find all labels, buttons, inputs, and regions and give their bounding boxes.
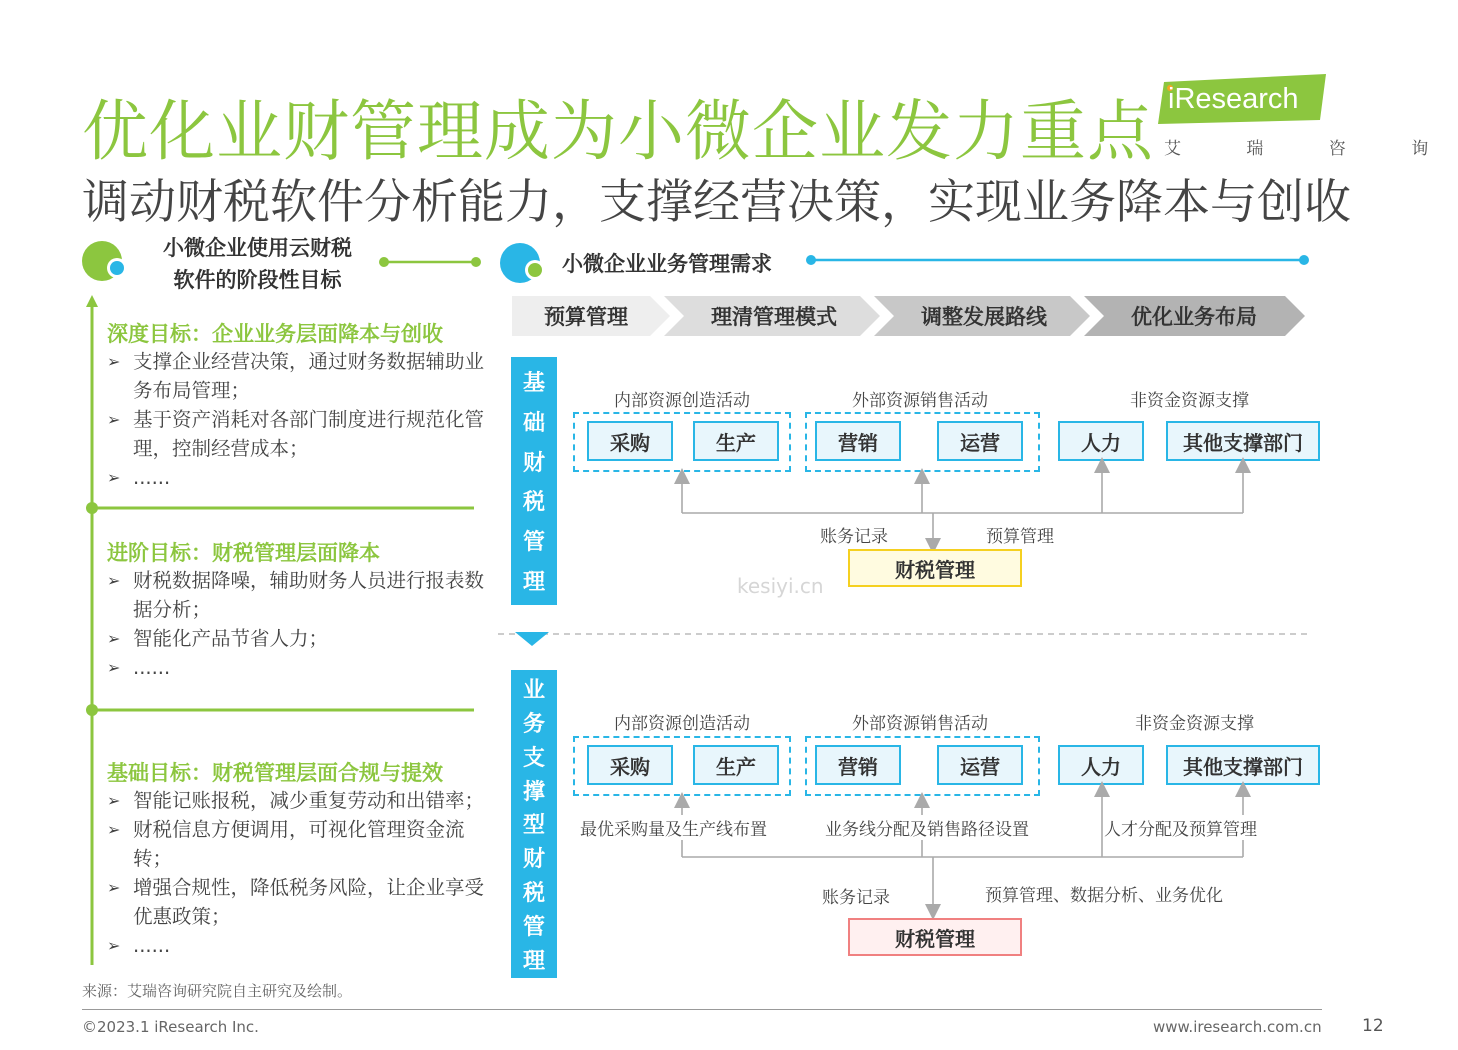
bottom-box-purchase: 采购 [587, 745, 673, 785]
goal-advanced-title: 进阶目标：财税管理层面降本 [107, 541, 380, 565]
bottom-box-support: 其他支撑部门 [1166, 745, 1320, 785]
bottom-box-marketing: 营销 [815, 745, 901, 785]
goal-deep-title: 深度目标：企业业务层面降本与创收 [107, 322, 443, 346]
top-center-finance: 财税管理 [848, 549, 1022, 587]
list-item: ➢ 财税信息方便调用，可视化管理资金流转； [107, 815, 502, 873]
list-item: ➢ ...... [107, 931, 502, 960]
right-bubble-icon [498, 240, 550, 286]
goal-basic-title: 基础目标：财税管理层面合规与提效 [107, 761, 443, 785]
footer-divider [82, 1009, 1322, 1010]
list-item: ➢ 财税数据降噪，辅助财务人员进行报表数据分析； [107, 566, 492, 624]
bottom-side-label: 业 务 支 撑 型 财 税 管 理 [511, 670, 557, 978]
right-section-title: 小微企业业务管理需求 [562, 252, 772, 276]
list-item: ➢ 基于资产消耗对各部门制度进行规范化管理，控制经营成本； [107, 405, 492, 463]
page-title: 优化业财管理成为小微企业发力重点 [82, 93, 1154, 170]
bottom-box-hr: 人力 [1058, 745, 1144, 785]
goal-basic-list [107, 786, 502, 960]
list-item: ➢ 增强合规性，降低税务风险，让企业享受优惠政策； [107, 873, 502, 931]
bottom-center-finance: 财税管理 [848, 918, 1022, 956]
left-section-title: 小微企业使用云财税 软件的阶段性目标 [163, 236, 352, 292]
top-flow-left-label: 账务记录 [820, 527, 888, 547]
page-number: 12 [1362, 1016, 1384, 1036]
top-box-support: 其他支撑部门 [1166, 421, 1320, 461]
bottom-flow-arrows [560, 784, 1340, 924]
bottom-group-label-internal: 内部资源创造活动 [614, 714, 750, 734]
goal-deep-list [107, 347, 492, 492]
iresearch-logo [1158, 74, 1458, 164]
top-group-label-internal: 内部资源创造活动 [614, 391, 750, 411]
bottom-annotation-internal: 最优采购量及生产线布置 [580, 815, 767, 840]
step-3-label: 调整发展路线 [921, 305, 1047, 329]
bottom-group-label-nonfinancial: 非资金资源支撑 [1135, 714, 1254, 734]
bottom-box-production: 生产 [693, 745, 779, 785]
top-group-label-nonfinancial: 非资金资源支撑 [1130, 391, 1249, 411]
logo-tagline: 艾 瑞 咨 询 [1164, 139, 1458, 159]
top-box-marketing: 营销 [815, 421, 901, 461]
section-bubble-icon [80, 238, 132, 284]
goal-advanced-list [107, 566, 492, 682]
list-item: ➢ ...... [107, 653, 492, 682]
logo-brand: iResearch [1168, 83, 1299, 115]
top-box-purchase: 采购 [587, 421, 673, 461]
right-title-connector [804, 253, 1314, 267]
watermark: kesiyi.cn [737, 574, 824, 598]
page-subtitle: 调动财税软件分析能力，支撑经营决策，实现业务降本与创收 [82, 175, 1351, 230]
section-divider [498, 625, 1313, 649]
step-2-label: 理清管理模式 [711, 305, 837, 329]
bottom-annotation-external: 业务线分配及销售路径设置 [825, 815, 1029, 840]
source-note: 来源：艾瑞咨询研究院自主研究及绘制。 [82, 982, 353, 1000]
bottom-box-operations: 运营 [937, 745, 1023, 785]
step-1-label: 预算管理 [544, 305, 628, 329]
website-link[interactable]: www.iresearch.com.cn [1153, 1018, 1322, 1036]
copyright: ©2023.1 iResearch Inc. [82, 1018, 259, 1036]
list-item: ➢ ...... [107, 463, 492, 492]
top-box-production: 生产 [693, 421, 779, 461]
list-item: ➢ 智能化产品节省人力； [107, 624, 492, 653]
list-item: ➢ 支撑企业经营决策，通过财务数据辅助业务布局管理； [107, 347, 492, 405]
top-box-hr: 人力 [1058, 421, 1144, 461]
step-4-label: 优化业务布局 [1131, 305, 1257, 329]
left-title-connector [378, 255, 483, 269]
top-flow-right-label: 预算管理 [986, 527, 1054, 547]
bottom-annotation-nonfinancial: 人才分配及预算管理 [1104, 815, 1257, 840]
bottom-flow-left-label: 账务记录 [822, 888, 890, 908]
list-item: ➢ 智能记账报税，减少重复劳动和出错率； [107, 786, 502, 815]
bottom-group-label-external: 外部资源销售活动 [852, 714, 988, 734]
top-side-label: 基 础 财 税 管 理 [511, 357, 557, 605]
top-box-operations: 运营 [937, 421, 1023, 461]
top-group-label-external: 外部资源销售活动 [852, 391, 988, 411]
bottom-flow-right-label: 预算管理、数据分析、业务优化 [985, 886, 1223, 906]
